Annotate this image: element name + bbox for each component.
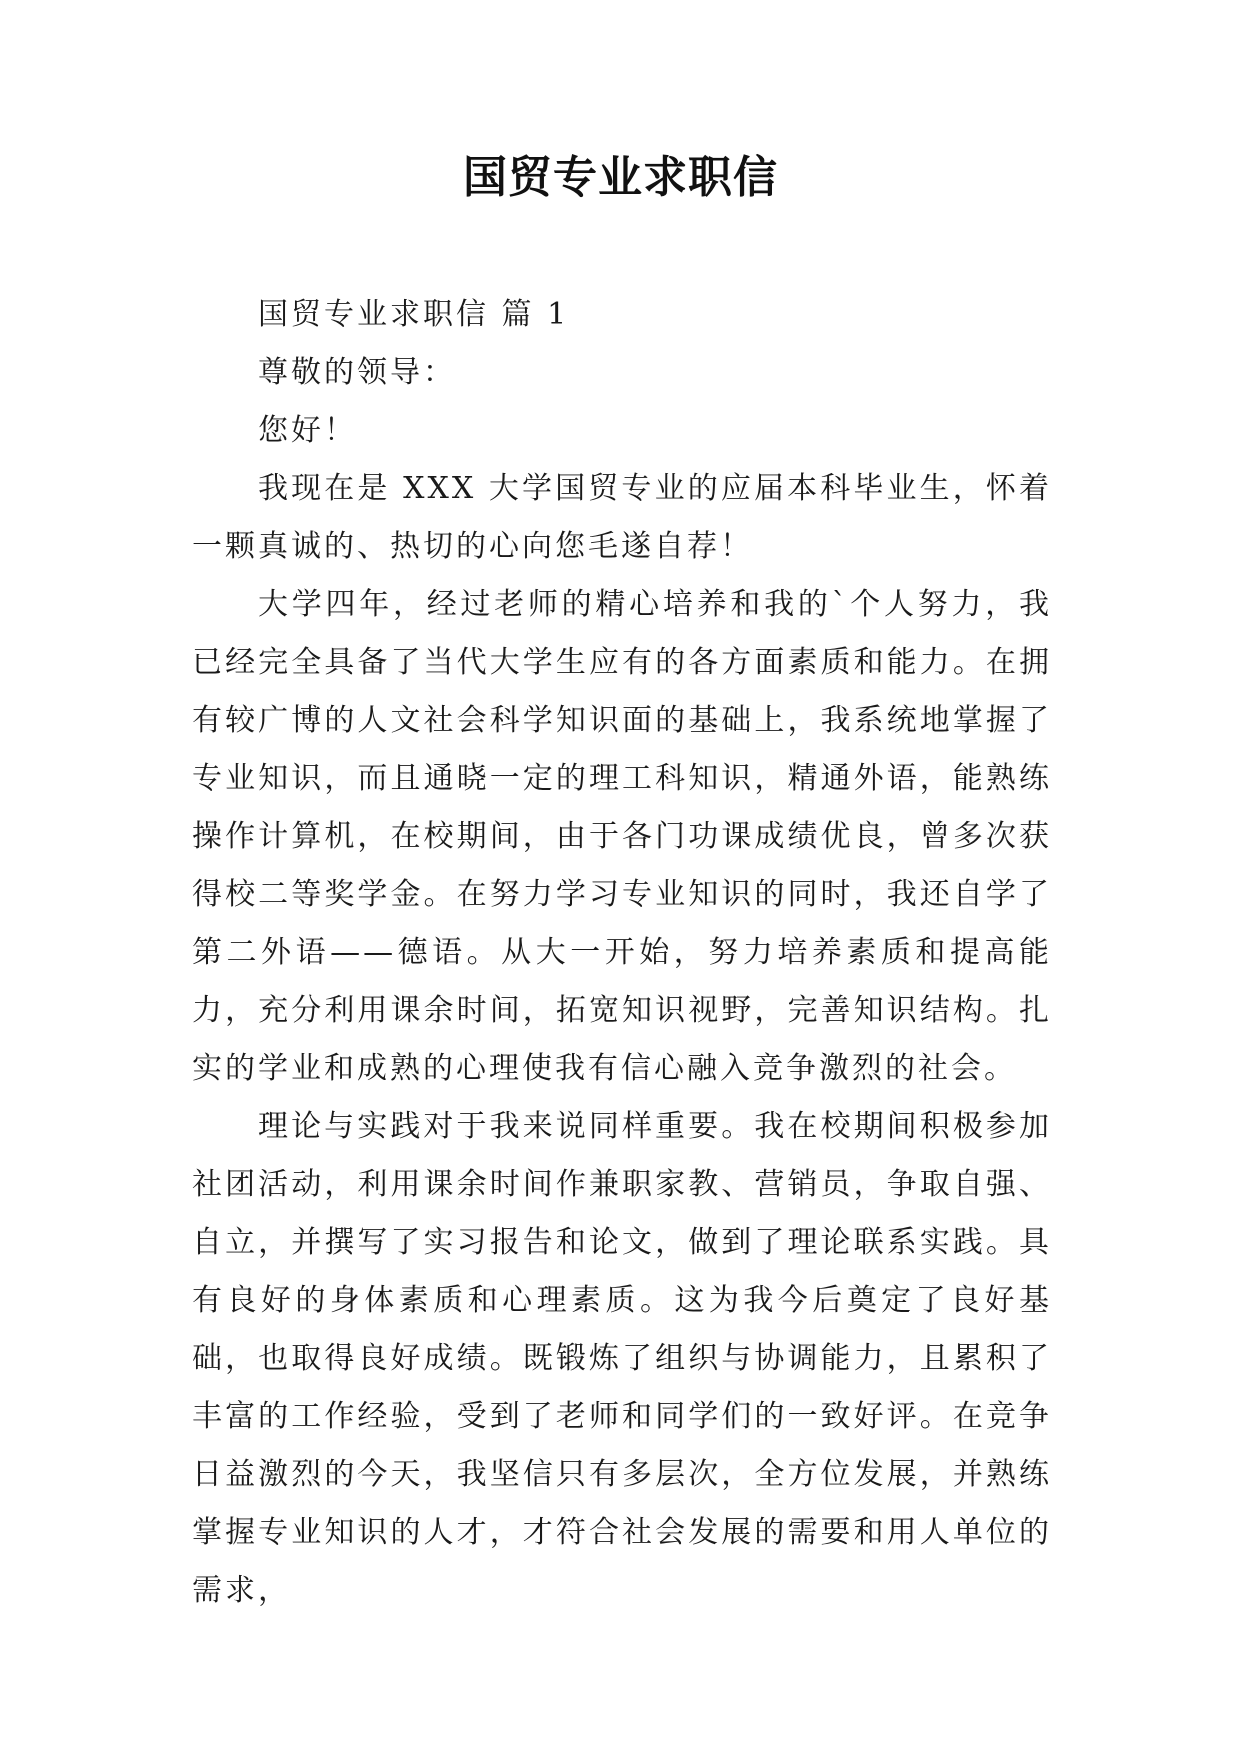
section-heading: 国贸专业求职信 篇 1 (258, 297, 570, 332)
salutation: 尊敬的领导： (258, 355, 456, 390)
paragraph-practice: 理论与实践对于我来说同样重要。我在校期间积极参加社团活动，利用课余时间作兼职家教、营销员，争取自强、自立，并撰写了实习报告和论文，做到了理论联系实践。具有良好的身体素质和心理素质。这为我今后奠定了良好基础，也取得良好成绩。既锻炼了组织与协调能力，且累积了丰富的工作经验，受到了老师和同学们的一致好评。在竞争日益激烈的今天，我坚信只有多层次，全方位发展，并熟练掌握专业知识的人才，才符合社会发展的需要和用人单位的需求， (192, 1109, 1052, 1608)
paragraph-education: 大学四年，经过老师的精心培养和我的`个人努力，我已经完全具备了当代大学生应有的各方面素质和能力。在拥有较广博的人文社会科学知识面的基础上，我系统地掌握了专业知识，而且通晓一定的理工科知识，精通外语，能熟练操作计算机，在校期间，由于各门功课成绩优良，曾多次获得校二等奖学金。在努力学习专业知识的同时，我还自学了第二外语——德语。从大一开始，努力培养素质和提高能力，充分利用课余时间，拓宽知识视野，完善知识结构。扎实的学业和成熟的心理使我有信心融入竞争激烈的社会。 (192, 587, 1052, 1086)
greeting: 您好！ (258, 413, 357, 448)
document-title: 国贸专业求职信 (463, 152, 778, 203)
document-body (192, 286, 1052, 1620)
paragraph-introduction: 我现在是 XXX 大学国贸专业的应届本科毕业生，怀着一颗真诚的、热切的心向您毛遂自荐！ (192, 471, 1052, 564)
